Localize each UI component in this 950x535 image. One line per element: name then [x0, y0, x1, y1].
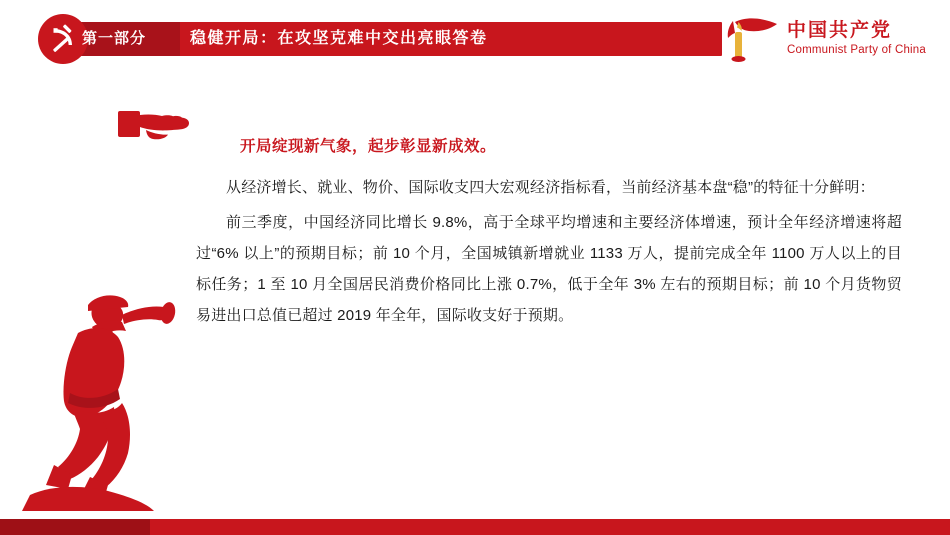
pointing-hand-icon	[118, 103, 190, 147]
footer-bar-accent	[0, 519, 150, 535]
lead-sentence: 开局绽现新气象，起步彰显新成效。	[240, 138, 497, 155]
logo-text-block	[787, 20, 926, 58]
content-body	[196, 134, 902, 335]
paragraph-1: 从经济增长、就业、物价、国际收支四大宏观经济指标看，当前经济基本盘“稳”的特征十分鲜明：	[226, 179, 875, 196]
party-logo	[719, 13, 926, 65]
party-emblem	[38, 14, 88, 64]
header-part-label: 第一部分	[82, 30, 147, 47]
bugler-silhouette-icon	[22, 289, 197, 517]
hammer-sickle-icon	[47, 23, 79, 55]
slide-header	[0, 0, 950, 78]
logo-english-name: Communist Party of China	[786, 44, 926, 56]
header-title: 稳健开局：在攻坚克难中交出亮眼答卷	[190, 30, 488, 47]
party-torch-flag-icon	[719, 14, 781, 64]
paragraph-2: 前三季度，中国经济同比增长 9.8%，高于全球平均增速和主要经济体增速，预计全年经济增速将超过“6% 以上”的预期目标；前 10 个月，全国城镇新增就业 1133 万人，提前完成全年 1100 万人以上的目标任务；1 至 10 月全国居民消费价格同比上涨 0.7%，低于全年 3% 左右的预期目标；前 10 个月货物贸易进出口总值已超过 2019 年全年，国际收支好于预期。	[196, 214, 902, 324]
logo-chinese-name: 中国共产党	[786, 20, 892, 41]
